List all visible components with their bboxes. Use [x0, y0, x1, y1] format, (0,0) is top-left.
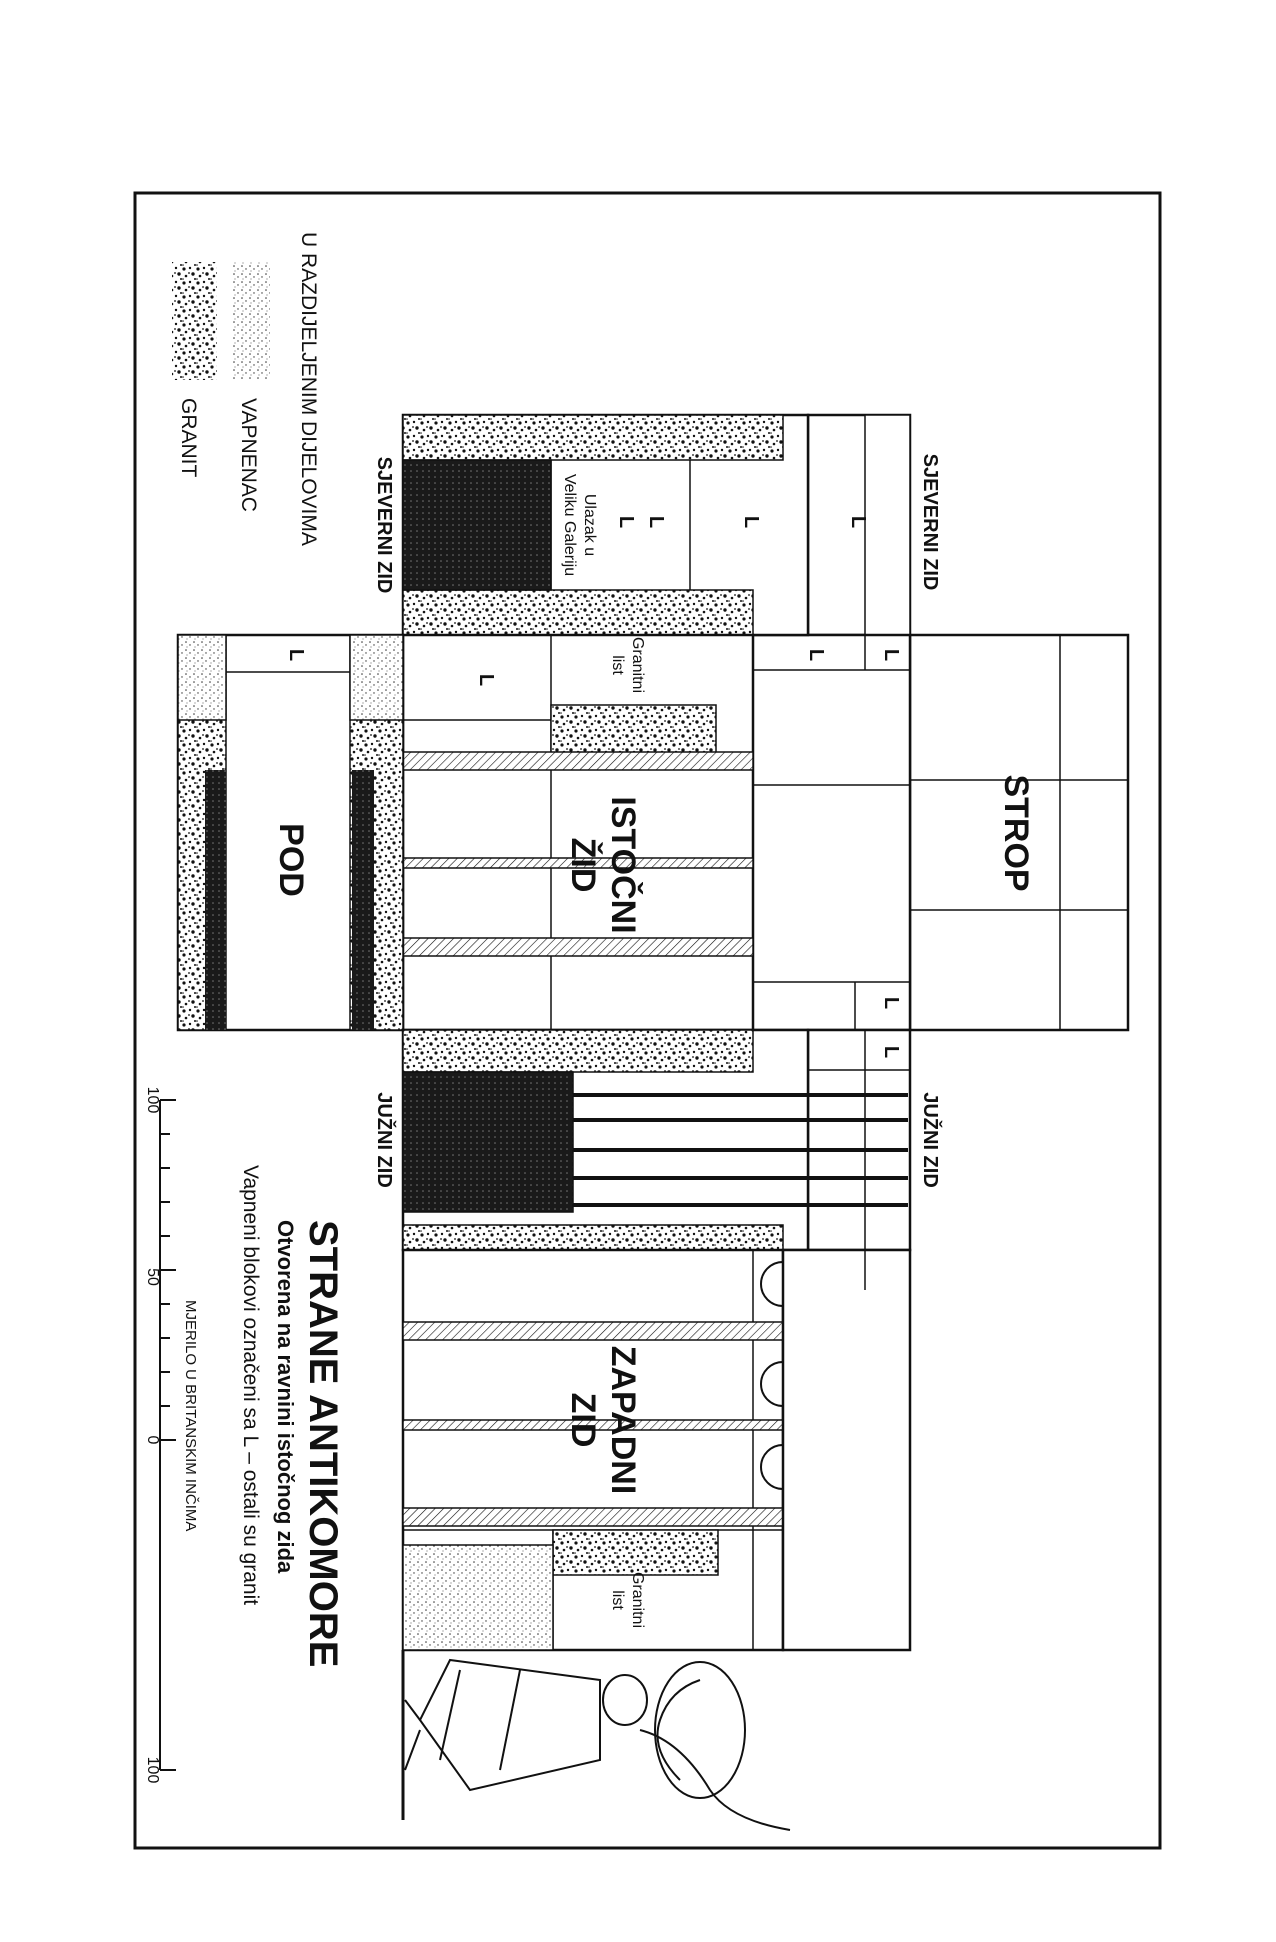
legend-heading: U RAZDIJELJENIM DIJELOVIMA: [297, 232, 320, 546]
legend: [172, 232, 320, 546]
title-main: STRANE ANTIKOMORE: [301, 1220, 345, 1668]
ulazak-label-1: Ulazak u: [581, 493, 598, 557]
scale-tick-label: 50: [144, 1268, 161, 1286]
scale-bar: [144, 1087, 199, 1784]
title-block: [239, 1165, 345, 1667]
east-side-strip: [752, 635, 910, 1030]
strop-label: STROP: [997, 774, 1035, 892]
l-mark: L: [615, 515, 637, 529]
west-extension: [783, 1250, 910, 1650]
person-figure: [405, 1660, 790, 1830]
l-mark: L: [880, 648, 902, 662]
limestone-swatch: [232, 262, 270, 380]
sjeverni-zid-top-label: SJEVERNI ZID: [919, 453, 941, 591]
l-mark: L: [645, 515, 667, 529]
granitni-list-label-2a: Granitni: [629, 1571, 646, 1629]
zapadni-zid-label-1: ZAPADNI: [604, 1345, 642, 1495]
l-mark: L: [847, 515, 869, 529]
sjeverni-zid-bottom-label: SJEVERNI ZID: [373, 456, 395, 594]
istocni-zid-label-2: ŽID: [564, 837, 602, 893]
scale-tick-label: 100: [144, 1086, 161, 1114]
granitni-list-label-1a: Granitni: [629, 636, 646, 694]
north-wall-bottom: [373, 415, 808, 635]
legend-item-limestone: VAPNENAC: [237, 398, 260, 512]
juzni-zid-bottom-label: JUŽNI ZID: [373, 1092, 395, 1188]
l-mark: L: [880, 996, 902, 1010]
istocni-zid-panel: [403, 635, 753, 1030]
granitni-list-label-2b: list: [609, 1590, 626, 1610]
l-mark: L: [805, 648, 827, 662]
zapadni-zid-label-2: ZID: [564, 1392, 602, 1448]
scale-tick-label: 100: [144, 1756, 161, 1784]
granitni-list-label-1b: list: [609, 655, 626, 675]
istocni-zid-label-1: ISTOČNI: [604, 796, 642, 934]
north-wall-top: [808, 415, 941, 635]
l-mark: L: [285, 648, 307, 662]
pod-label: POD: [272, 823, 310, 897]
l-mark: L: [880, 1045, 902, 1059]
scale-caption: MJERILO U BRITANSKIM INČIMA: [182, 1300, 199, 1532]
l-mark: L: [475, 673, 497, 687]
scale-tick-label: 0: [144, 1435, 161, 1445]
l-mark: L: [740, 515, 762, 529]
juzni-zid-top-label: JUŽNI ZID: [919, 1092, 941, 1188]
ulazak-label-2: Veliku Galeriju: [561, 473, 578, 577]
legend-item-granite: GRANIT: [177, 398, 200, 478]
strop-panel: [910, 635, 1128, 1030]
title-note: Vapneni blokovi označeni sa L – ostali su granit: [239, 1165, 262, 1606]
title-sub: Otvorena na ravnini istočnog zida: [273, 1220, 298, 1574]
pod-panel: [178, 635, 403, 1030]
south-wall-top: [808, 1030, 943, 1250]
granite-swatch: [172, 262, 217, 380]
